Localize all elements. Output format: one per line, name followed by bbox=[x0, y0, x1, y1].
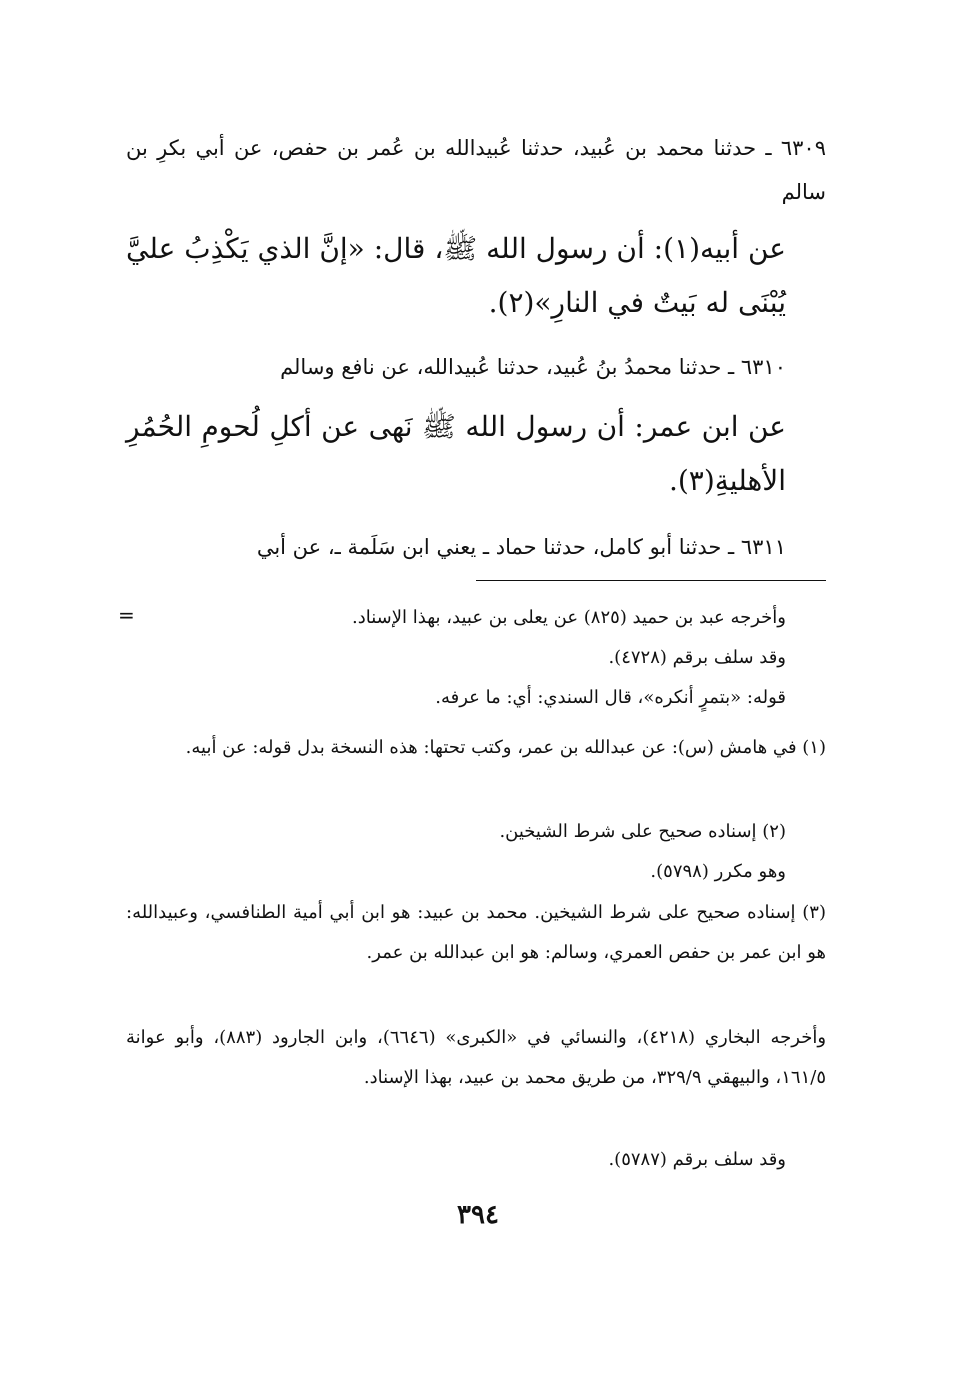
footnote-3: (٣) إسناده صحيح على شرط الشيخين. محمد بن عبيد: هو ابن أبي أمية الطنافسي، وعبيدالله: هو ابن عمر بن حفص العمري، وسالم: هو ابن عبدالله بن عمر. bbox=[126, 902, 826, 963]
hadith-6309-isnad: ٦٣٠٩ ـ حدثنا محمد بن عُبيد، حدثنا عُبيدالله بن عُمر بن حفص، عن أبي بكرِ بن سالم bbox=[126, 136, 826, 204]
footnote-2-repeat: وهو مكرر (٥٧٩٨). bbox=[650, 861, 786, 882]
footnote-prev-2: وقد سلف برقم (٤٧٢٨). bbox=[608, 647, 786, 668]
footnote-separator bbox=[476, 580, 826, 581]
footnote-1: (١) في هامش (س): عن عبدالله بن عمر، وكتب تحتها: هذه النسخة بدل قوله: عن أبيه. bbox=[185, 737, 826, 758]
hadith-6311-isnad: ٦٣١١ ـ حدثنا أبو كامل، حدثنا حماد ـ يعني ابن سَلَمة ـ، عن أبي bbox=[256, 535, 786, 559]
hadith-6309-matn: عن أبيه(١): أن رسول الله ﷺ، قال: «إنَّ الذي يَكْذِبُ عليَّ يُبْنَى له بَيتٌ في النارِ»(٢). bbox=[126, 232, 786, 319]
footnote-3-previous: وقد سلف برقم (٥٧٨٧). bbox=[608, 1149, 786, 1170]
footnote-prev-1: وأخرجه عبد بن حميد (٨٢٥) عن يعلى بن عبيد، بهذا الإسناد. bbox=[352, 607, 786, 628]
footnote-prev-3: قوله: «بتمرٍ أنكره»، قال السندي: أي: ما عرفه. bbox=[435, 687, 786, 708]
hadith-6310-isnad: ٦٣١٠ ـ حدثنا محمدُ بنُ عُبيد، حدثنا عُبيدالله، عن نافع وسالم bbox=[280, 355, 786, 379]
footnote-3-sources: وأخرجه البخاري (٤٢١٨)، والنسائي في «الكبرى» (٦٦٤٦)، وابن الجارود (٨٨٣)، وأبو عوانة ١٦١/٥، والبيهقي ٣٢٩/٩، من طريق محمد بن عبيد، بهذا الإسناد. bbox=[126, 1027, 827, 1088]
page-number: ٣٩٤ bbox=[457, 1200, 499, 1230]
footnote-2: (٢) إسناده صحيح على شرط الشيخين. bbox=[499, 821, 786, 842]
continuation-mark: = bbox=[118, 603, 135, 627]
hadith-6310-matn: عن ابن عمر: أن رسول الله ﷺ نَهى عن أكلِ لُحومِ الحُمُرِ الأهليةِ(٣). bbox=[126, 410, 786, 497]
